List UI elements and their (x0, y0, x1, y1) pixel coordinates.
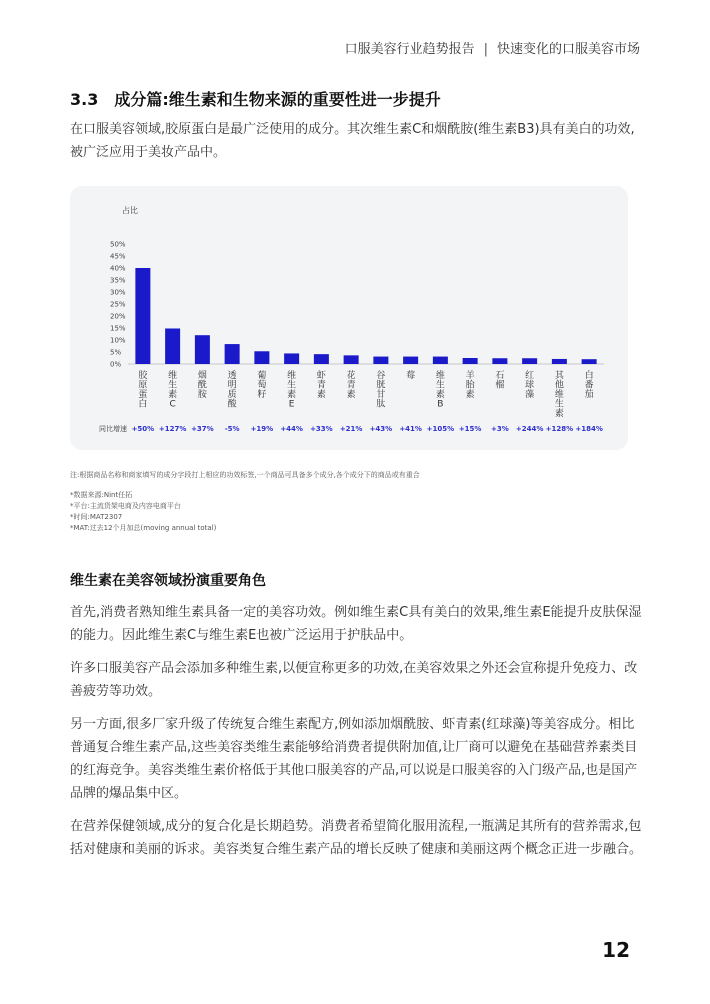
bar (165, 328, 180, 364)
growth-label: +33% (310, 425, 333, 433)
category-label: 花青素 (346, 371, 356, 400)
growth-label: +184% (575, 425, 603, 433)
category-label: 烟酰胺 (197, 371, 207, 400)
y-tick-label: 10% (110, 336, 126, 345)
section-title-text: 成分篇:维生素和生物来源的重要性进一步提升 (114, 90, 441, 109)
category-label: 其他维生素 (554, 371, 564, 419)
category-label: 石榴 (495, 371, 505, 391)
ingredient-share-chart (70, 186, 628, 450)
y-tick-label: 25% (110, 300, 126, 309)
bar (552, 359, 567, 364)
growth-label: +50% (131, 425, 155, 433)
paragraph: 许多口服美容产品会添加多种维生素,以便宣称更多的功效,在美容效果之外还会宣称提升免疫力、改善疲劳等功效。 (70, 661, 638, 699)
bar (463, 358, 478, 364)
category-label: 白番茄 (584, 371, 594, 400)
bar (284, 353, 299, 364)
paragraph: 在营养保健领域,成分的复合化是长期趋势。消费者希望简化服用流程,一瓶满足其所有的营养需求,包括对健康和美丽的诉求。美容类复合维生素产品的增长反映了健康和美丽这两个概念正进一步融合。 (70, 819, 643, 857)
growth-label: -5% (224, 425, 240, 433)
growth-label: +105% (426, 425, 455, 433)
bar (225, 344, 240, 364)
body-text (70, 601, 642, 871)
category-label: 谷胱甘肽 (376, 371, 386, 410)
growth-row-label: 同比增速 (99, 425, 127, 433)
note-platform: *平台:主流货架电商及内容电商平台 (70, 502, 181, 510)
category-label: 胶原蛋白 (138, 371, 148, 410)
intro-paragraph: 在口服美容领域,胶原蛋白是最广泛使用的成分。其次维生素C和烟酰胺(维生素B3)具有美白的功效,被广泛应用于美妆产品中。 (70, 122, 635, 160)
note-source: *数据来源:Nint任拓 (70, 491, 133, 499)
report-header (345, 38, 640, 57)
report-subtitle: 快速变化的口服美容市场 (496, 42, 640, 57)
bar (314, 354, 329, 364)
note-mat: *MAT:过去12个月加总(moving annual total) (70, 524, 217, 532)
paragraph: 另一方面,很多厂家升级了传统复合维生素配方,例如添加烟酰胺、虾青素(红球藻)等美容成分。相比普通复合维生素产品,这些美容类维生素能够给消费者提供附加值,让厂商可以避免在基础营养素类目的红海竞争。美容类维生素价格低于其他口服美容的产品,可以说是口服美容的入门级产品,也是国产品牌的爆品集中区。 (70, 717, 638, 801)
y-tick-label: 0% (110, 360, 122, 369)
y-tick-label: 20% (110, 312, 126, 321)
bar (135, 268, 150, 364)
chart-notes (70, 470, 420, 534)
category-label: 维生素 C (168, 371, 178, 410)
category-label: 红球藻 (525, 371, 535, 400)
growth-label: +3% (491, 425, 509, 433)
category-label: 透明质酸 (227, 371, 237, 410)
bar (433, 357, 448, 364)
category-label: 羊胎素 (465, 371, 475, 400)
growth-label: +37% (191, 425, 214, 433)
bar (373, 357, 388, 364)
category-label: 莓 (406, 371, 416, 381)
category-label: 维生素 B (435, 371, 445, 410)
growth-label: +19% (250, 425, 274, 433)
section-number: 3.3 (70, 90, 99, 109)
page-number: 12 (602, 938, 630, 962)
y-tick-label: 30% (110, 288, 126, 297)
category-label: 葡萄籽 (257, 371, 267, 400)
report-name: 口服美容行业趋势报告 (344, 42, 475, 57)
growth-label: +128% (545, 425, 574, 433)
paragraph: 首先,消费者熟知维生素具备一定的美容功效。例如维生素C具有美白的效果,维生素E能提升皮肤保湿的能力。因此维生素C与维生素E也被广泛运用于护肤品中。 (70, 605, 642, 643)
growth-label: +44% (280, 425, 303, 433)
header-separator: | (483, 42, 488, 57)
growth-label: +21% (339, 425, 363, 433)
subsection-title: 维生素在美容领域扮演重要角色 (70, 573, 266, 589)
growth-label: +244% (515, 425, 544, 433)
growth-label: +41% (399, 425, 422, 433)
y-tick-label: 50% (110, 240, 126, 249)
bar (195, 335, 210, 364)
note-time: *时间:MAT2307 (70, 513, 123, 521)
growth-label: +127% (158, 425, 187, 433)
growth-label: +43% (369, 425, 393, 433)
y-tick-label: 35% (110, 276, 126, 285)
bar (522, 358, 537, 364)
section-title (70, 87, 441, 110)
note-main: 注:根据商品名称和商家填写的成分字段打上相应的功效标签,一个商品可具备多个成分,各个成分下的商品或有重合 (70, 471, 420, 479)
bar-chart-svg (70, 186, 628, 450)
category-label: 虾青素 (316, 371, 326, 400)
y-tick-label: 45% (110, 252, 126, 261)
growth-label: +15% (458, 425, 482, 433)
bar (582, 359, 597, 364)
bar (403, 357, 418, 364)
y-tick-label: 5% (110, 348, 122, 357)
bar (344, 355, 359, 364)
y-axis-label: 占比 (122, 206, 138, 215)
category-label: 维生素 E (287, 371, 297, 410)
y-tick-label: 15% (110, 324, 126, 333)
bar (492, 358, 507, 364)
y-tick-label: 40% (110, 264, 126, 273)
bar (254, 351, 269, 364)
